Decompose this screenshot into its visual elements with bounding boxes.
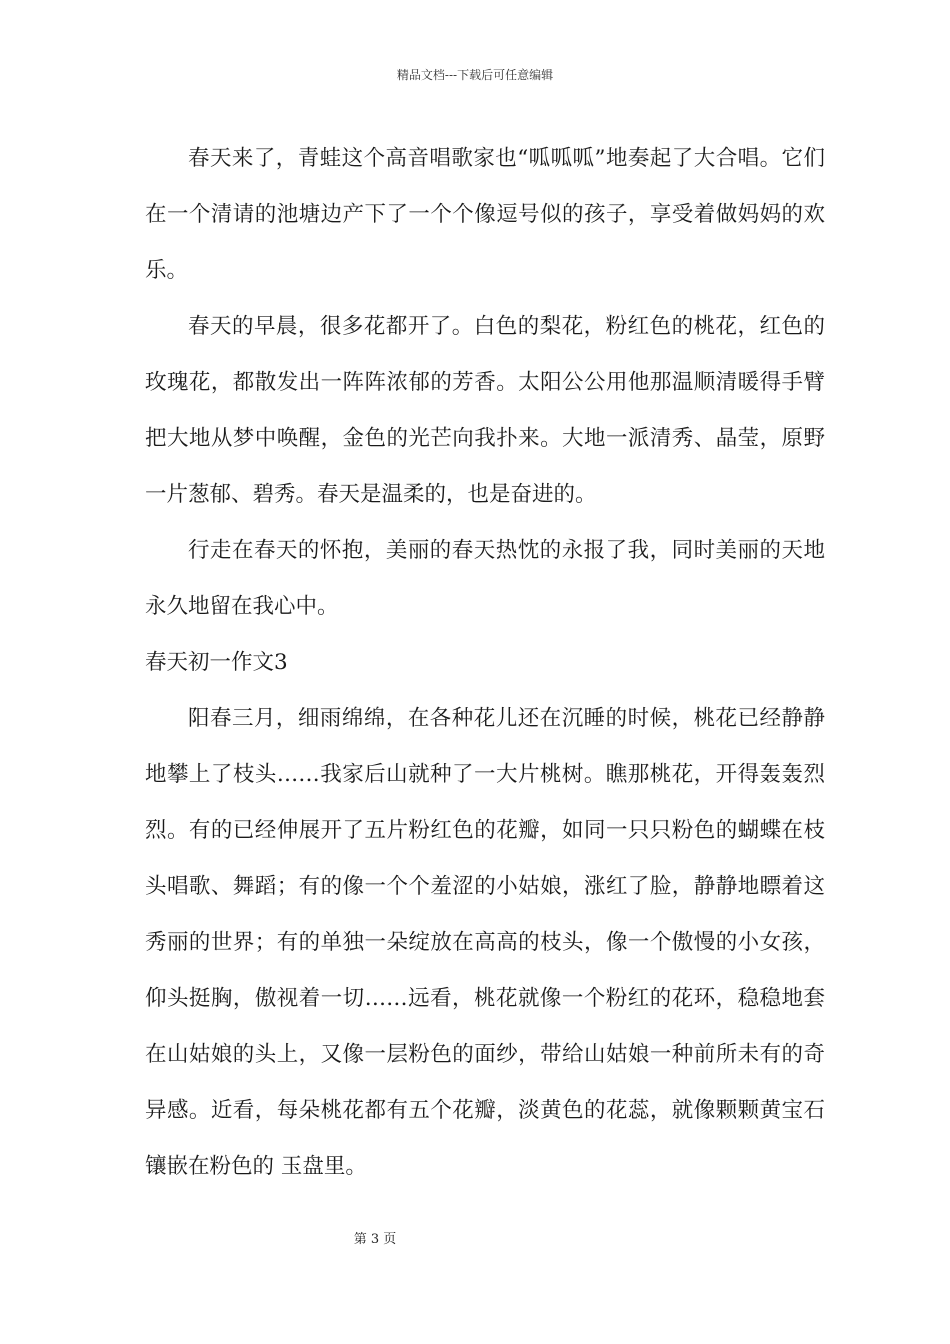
page-number: 第 3 页	[353, 1232, 397, 1247]
paragraph: 行走在春天的怀抱，美丽的春天热忱的永报了我，同时美丽的天地永久地留在我心中。	[145, 538, 825, 619]
paragraph: 春天来了，青蛙这个高音唱歌家也“呱呱呱”地奏起了大合唱。它们在一个清请的池塘边产下了一个个像逗号似的孩子，享受着做妈妈的欢乐。	[145, 146, 825, 283]
paragraph: 阳春三月，细雨绵绵，在各种花儿还在沉睡的时候，桃花已经静静地攀上了枝头……我家后山就种了一大片桃树。瞧那桃花，开得轰轰烈烈。有的已经伸展开了五片粉红色的花瓣，如同一只只粉色的蝴蝶在枝头唱歌、舞蹈；有的像一个个羞涩的小姑娘，涨红了脸，静静地瞟着这秀丽的世界；有的单独一朵绽放在高高的枝头，像一个傲慢的小女孩，仰头挺胸，傲视着一切……远看，桃花就像一个粉红的花环，稳稳地套在山姑娘的头上，又像一层粉色的面纱，带给山姑娘一种前所未有的奇异感。近看，每朵桃花都有五个花瓣，淡黄色的花蕊，就像颗颗黄宝石镶嵌在粉色的 玉盘里。	[145, 706, 825, 1179]
page-header: 精品文档---下载后可任意编辑	[396, 68, 554, 82]
section-heading: 春天初一作文3	[145, 650, 288, 675]
document-body	[145, 131, 825, 1195]
paragraph: 春天的早晨，很多花都开了。白色的梨花，粉红色的桃花，红色的玫瑰花，都散发出一阵阵浓郁的芳香。太阳公公用他那温顺清暖得手臂把大地从梦中唤醒，金色的光芒向我扑来。大地一派清秀、晶莹，原野一片葱郁、碧秀。春天是温柔的，也是奋进的。	[145, 314, 825, 507]
